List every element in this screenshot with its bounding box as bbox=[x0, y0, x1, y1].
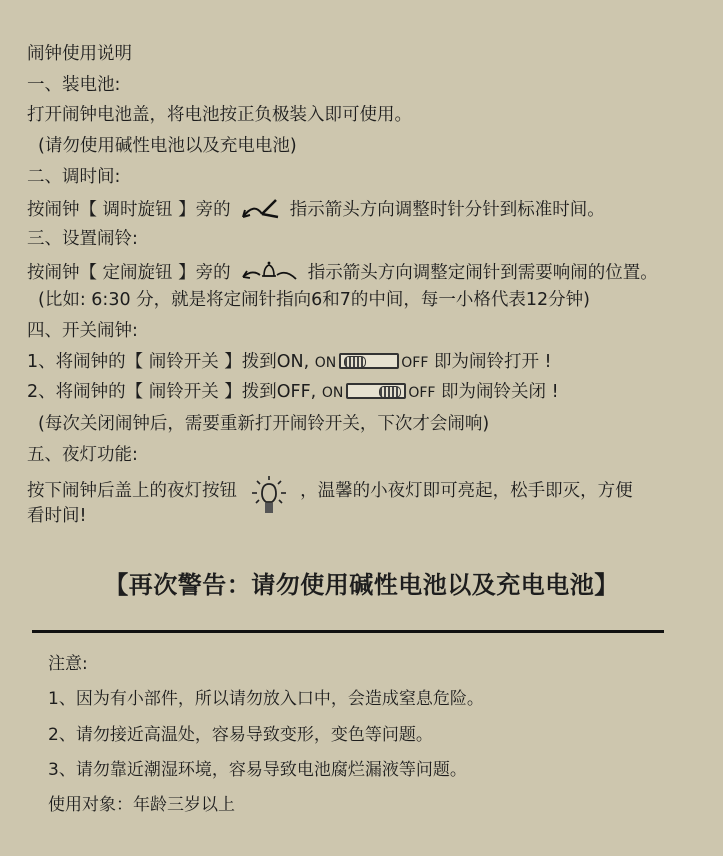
section-4-note: (每次关闭闹钟后，需要重新打开闹铃开关，下次才会闹响) bbox=[38, 414, 490, 434]
section-1-text: 打开闹钟电池盖，将电池按正负极装入即可使用。 bbox=[27, 105, 412, 125]
section-3-text-b: 指示箭头方向调整定闹针到需要响闹的位置。 bbox=[307, 263, 658, 283]
section-2-heading: 二、调时间: bbox=[27, 167, 121, 187]
notes-heading: 注意: bbox=[48, 654, 88, 674]
section-3-example: (比如: 6:30 分，就是将定闹针指向6和7的中间，每一小格代表12分钟) bbox=[38, 290, 591, 310]
switch-off-label: OFF bbox=[408, 385, 436, 401]
section-4-line-2-text: 2、将闹钟的【 闹铃开关 】拨到OFF, bbox=[27, 382, 317, 402]
switch-on-label: ON bbox=[321, 385, 344, 401]
section-5-text-c: 看时间! bbox=[27, 506, 87, 526]
switch-on-label: ON bbox=[314, 355, 337, 371]
section-3-heading: 三、设置闹铃: bbox=[27, 229, 138, 249]
switch-off-label: OFF bbox=[401, 355, 429, 371]
light-bulb-icon bbox=[247, 474, 291, 518]
slide-switch-icon bbox=[339, 353, 399, 369]
section-4-line-2-result: 即为闹铃关闭 ! bbox=[441, 382, 559, 402]
section-1-heading: 一、装电池: bbox=[27, 75, 121, 95]
notes-item: 2、请勿接近高温处，容易导致变形，变色等问题。 bbox=[48, 725, 433, 745]
manual-title: 闹钟使用说明 bbox=[27, 44, 132, 64]
section-5-text-a: 按下闹钟后盖上的夜灯按钮 bbox=[27, 481, 237, 501]
notes-item: 3、请勿靠近潮湿环境，容易导致电池腐烂漏液等问题。 bbox=[48, 760, 467, 780]
section-4-line-2 bbox=[27, 381, 559, 404]
time-knob-arrow-icon bbox=[240, 196, 280, 220]
section-4-line-1 bbox=[27, 351, 552, 374]
warning-banner: 【再次警告：请勿使用碱性电池以及充电电池】 bbox=[104, 571, 619, 599]
section-2-text-b: 指示箭头方向调整时针分针到标准时间。 bbox=[289, 200, 605, 220]
section-1-note: (请勿使用碱性电池以及充电电池) bbox=[38, 136, 297, 156]
section-4-line-1-result: 即为闹铃打开 ! bbox=[433, 352, 552, 372]
slide-switch-icon bbox=[346, 383, 406, 399]
section-5-heading: 五、夜灯功能: bbox=[27, 445, 138, 465]
age-requirement: 使用对象：年龄三岁以上 bbox=[48, 795, 235, 815]
section-2-text-a: 按闹钟【 调时旋钮 】旁的 bbox=[27, 200, 231, 220]
section-3-text bbox=[27, 259, 658, 287]
section-5-text bbox=[27, 474, 633, 508]
section-4-line-1-text: 1、将闹钟的【 闹铃开关 】拨到ON, bbox=[27, 352, 310, 372]
section-5-text-b: ，温馨的小夜灯即可亮起，松手即灭，方便 bbox=[300, 481, 633, 501]
notes-item: 1、因为有小部件，所以请勿放入口中，会造成窒息危险。 bbox=[48, 689, 484, 709]
section-2-text bbox=[27, 196, 605, 224]
alarm-bell-arrow-icon bbox=[240, 259, 298, 283]
section-3-text-a: 按闹钟【 定闹旋钮 】旁的 bbox=[27, 263, 231, 283]
section-4-heading: 四、开关闹钟: bbox=[27, 321, 138, 341]
divider bbox=[32, 630, 664, 633]
